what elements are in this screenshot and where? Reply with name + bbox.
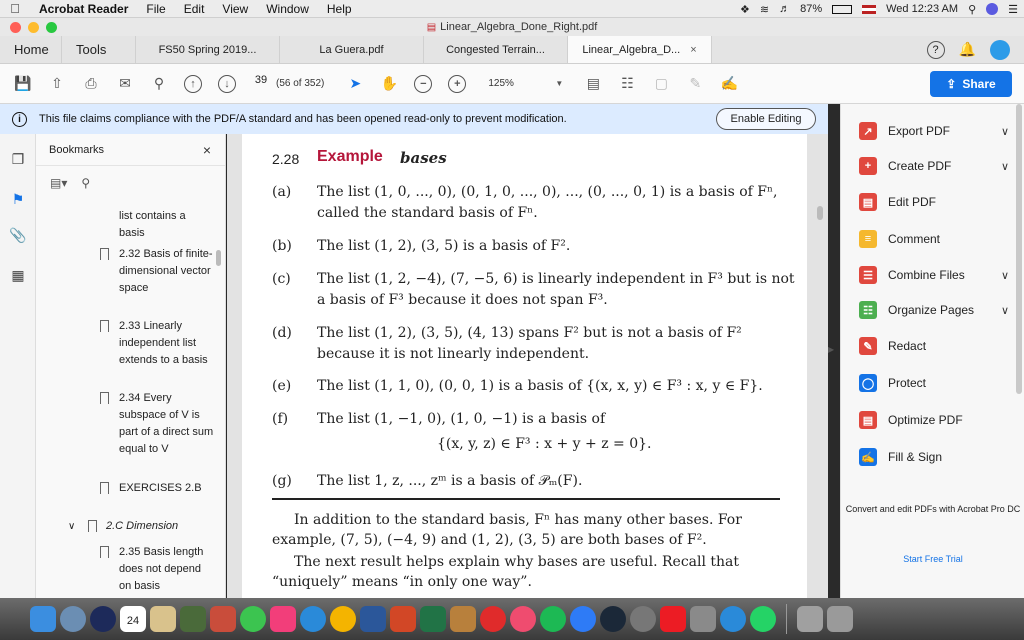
banner-message: This file claims compliance with the PDF/A standard and has been opened read-only to prevent modification. xyxy=(39,113,567,125)
fill-sign-icon: ✍ xyxy=(859,448,877,466)
page-thumbnails-icon[interactable]: ❐ xyxy=(11,150,25,167)
tool-label: Optimize PDF xyxy=(888,413,963,427)
tool-comment[interactable] xyxy=(859,228,1009,250)
word-icon[interactable] xyxy=(360,606,386,632)
tool-label: Combine Files xyxy=(888,268,965,282)
protect-icon: ◯ xyxy=(859,374,877,392)
highlight-tool-icon[interactable]: ✎ xyxy=(689,75,702,91)
bell-icon[interactable]: 🔔 xyxy=(958,41,976,57)
tool-optimize-pdf[interactable] xyxy=(859,409,1009,431)
attachment-icon[interactable]: 📎 xyxy=(9,226,27,243)
tool-label: Redact xyxy=(888,339,927,353)
redact-icon: ✎ xyxy=(859,337,877,355)
tool-export-pdf[interactable] xyxy=(859,120,1009,142)
zoom-in-icon[interactable]: + xyxy=(446,73,468,95)
dictionary-icon[interactable] xyxy=(690,606,716,632)
tools-pane xyxy=(840,104,1024,598)
tool-fill-sign[interactable] xyxy=(859,446,1009,468)
item-text: The list (1, 0, ..., 0), (0, 1, 0, ..., 0), ..., (0, ..., 0, 1) is a basis of Fⁿ, called the standard basis of Fⁿ. xyxy=(317,184,778,221)
status-area xyxy=(740,0,1018,18)
powerpoint-icon[interactable] xyxy=(390,606,416,632)
info-icon: i xyxy=(12,112,27,127)
tool-label: Comment xyxy=(888,232,941,246)
tab-doc-fs50[interactable]: FS50 Spring 2019... xyxy=(136,36,280,63)
launchpad-icon[interactable] xyxy=(60,606,86,632)
safari-icon[interactable] xyxy=(300,606,326,632)
document-viewer xyxy=(227,134,828,598)
tool-protect[interactable] xyxy=(859,372,1009,394)
menu-window[interactable]: Window xyxy=(266,1,309,16)
tool-organize-pages[interactable] xyxy=(859,299,1009,321)
chevron-down-icon[interactable]: ∨ xyxy=(1000,160,1009,173)
bookmarks-title: Bookmarks xyxy=(49,143,105,156)
bookmarks-scrollbar[interactable] xyxy=(216,250,221,266)
bookmark-flag-icon xyxy=(100,248,109,260)
chrome-icon[interactable] xyxy=(330,606,356,632)
close-bookmarks-icon[interactable]: × xyxy=(202,142,211,158)
menu-file[interactable]: File xyxy=(146,1,166,16)
export-pdf-icon: ↗ xyxy=(859,122,877,140)
organize-pages-icon: ☷ xyxy=(859,301,877,319)
next-page-icon[interactable]: ↓ xyxy=(216,73,238,95)
tab-doc-linear-algebra[interactable] xyxy=(568,36,712,63)
example-end-rule xyxy=(272,498,780,500)
tool-label: Organize Pages xyxy=(888,303,975,317)
share-button[interactable] xyxy=(930,71,1012,97)
no-entry-icon[interactable] xyxy=(480,606,506,632)
item-text: The list 1, z, ..., zᵐ is a basis of 𝒫ₘ(F). xyxy=(317,473,583,489)
skype-icon[interactable] xyxy=(270,606,296,632)
flag-icon[interactable] xyxy=(862,5,876,14)
downloads-stack-icon[interactable] xyxy=(797,606,823,632)
body-paragraph: The next result helps explain why bases are useful. Recall that “uniquely” means “in only one way”. xyxy=(272,554,740,590)
bookmark-label: EXERCISES 2.B xyxy=(119,482,202,494)
tool-create-pdf[interactable] xyxy=(859,155,1009,177)
find-icon[interactable]: ⚲ xyxy=(153,75,165,91)
create-pdf-icon: + xyxy=(859,157,877,175)
toolbar xyxy=(0,64,1024,104)
tool-label: Export PDF xyxy=(888,124,951,138)
expand-chevron-icon[interactable]: ∨ xyxy=(68,521,76,532)
zoom-dropdown-chevron-icon[interactable]: ▼ xyxy=(555,79,564,88)
menu-app-name[interactable]: Acrobat Reader xyxy=(39,1,129,16)
tab-doc-congested[interactable]: Congested Terrain... xyxy=(424,36,568,63)
zoom-level[interactable]: 125% xyxy=(488,78,514,89)
hand-tool-icon[interactable]: ✋ xyxy=(380,75,399,91)
dock xyxy=(0,598,1024,640)
dock-separator xyxy=(786,604,787,634)
enable-editing-button[interactable]: Enable Editing xyxy=(716,108,816,130)
finder-icon[interactable] xyxy=(30,606,56,632)
zoom-out-icon[interactable]: − xyxy=(412,73,434,95)
bookmark-label: list contains a basis xyxy=(119,210,186,239)
chevron-down-icon[interactable]: ∨ xyxy=(1000,304,1009,317)
tool-redact[interactable] xyxy=(859,335,1009,357)
preview-icon[interactable] xyxy=(150,606,176,632)
bookmark-label: 2.35 Basis length does not depend on basis xyxy=(119,546,204,592)
clock[interactable]: Wed 12:23 AM xyxy=(886,3,959,15)
item-label: (g) xyxy=(272,473,292,489)
example-subtitle: bases xyxy=(400,149,447,167)
app-store-icon[interactable] xyxy=(570,606,596,632)
bookmark-options-icon[interactable]: ▤▾ xyxy=(50,176,68,190)
pro-promo-text: Convert and edit PDFs with Acrobat Pro DC xyxy=(845,504,1021,514)
window-title-bar xyxy=(0,18,1024,36)
calendar-icon[interactable] xyxy=(120,606,146,632)
bookmarks-panel xyxy=(36,134,226,598)
item-text: The list (1, 2), (3, 5) is a basis of F². xyxy=(317,238,571,254)
apple-icon[interactable] xyxy=(0,1,30,16)
item-label: (d) xyxy=(272,325,292,341)
tab-bar-actions xyxy=(927,36,1024,63)
tab-home[interactable]: Home xyxy=(0,36,62,63)
email-icon[interactable]: ✉ xyxy=(119,75,131,91)
bookmark-flag-icon xyxy=(100,482,109,494)
tool-label: Edit PDF xyxy=(888,195,937,209)
navigation-rail xyxy=(0,134,36,598)
expand-tools-pane-icon[interactable]: ▶ xyxy=(828,345,835,354)
item-label: (f) xyxy=(272,411,289,427)
bookmarks-header xyxy=(36,134,225,166)
acrobat-icon[interactable] xyxy=(660,606,686,632)
siri-icon[interactable] xyxy=(986,3,998,15)
page-count: (56 of 352) xyxy=(276,78,325,89)
bookmark-flag-icon xyxy=(100,546,109,558)
whatsapp-icon[interactable] xyxy=(750,606,776,632)
window-title: Linear_Algebra_Done_Right.pdf xyxy=(440,21,598,33)
chevron-down-icon[interactable]: ∨ xyxy=(1000,269,1009,282)
bookmark-flag-icon xyxy=(100,320,109,332)
select-cursor-icon[interactable]: ➤ xyxy=(349,75,362,91)
messages-icon[interactable] xyxy=(240,606,266,632)
start-free-trial-link[interactable]: Start Free Trial xyxy=(903,554,963,564)
bookmark-label: 2.32 Basis of finite-dimensional vector space xyxy=(119,248,213,294)
volume-icon[interactable]: ♬ xyxy=(779,3,791,15)
chevron-down-icon[interactable]: ∨ xyxy=(1000,125,1009,138)
menu-edit[interactable]: Edit xyxy=(183,1,205,16)
menu-view[interactable]: View xyxy=(222,1,249,16)
comment-tool-icon[interactable]: ▢ xyxy=(654,75,668,91)
share-icon: ⇪ xyxy=(946,77,957,91)
tool-combine-files[interactable] xyxy=(859,264,1009,286)
steam-icon[interactable] xyxy=(600,606,626,632)
item-text: The list (1, 2, −4), (7, −5, 6) is linearly independent in F³ but is not a basis of F³ because it does not span F³. xyxy=(317,271,795,308)
item-text: The list (1, 1, 0), (0, 0, 1) is a basis of {(x, x, y) ∈ F³ : x, y ∈ F}. xyxy=(317,378,763,394)
menu-help[interactable]: Help xyxy=(326,1,352,16)
layers-icon[interactable]: ▦ xyxy=(11,266,25,283)
bookmark-flag-icon xyxy=(100,392,109,404)
maps-icon[interactable] xyxy=(720,606,746,632)
item-label: (b) xyxy=(272,238,292,254)
close-window-button[interactable] xyxy=(10,22,21,33)
ical-background-icon[interactable] xyxy=(90,606,116,632)
bookmarks-toolbar xyxy=(36,166,225,200)
pdfa-info-banner xyxy=(0,104,828,134)
battery-percent[interactable]: 87% xyxy=(800,3,823,15)
pdf-doc-icon: ▤ xyxy=(426,21,437,33)
help-icon[interactable]: ? xyxy=(927,41,945,59)
tool-label: Fill & Sign xyxy=(888,450,943,464)
tool-label: Protect xyxy=(888,376,927,390)
document-scrollbar[interactable] xyxy=(817,206,823,220)
example-number: 2.28 xyxy=(272,151,300,167)
account-icon[interactable] xyxy=(990,40,1010,60)
item-text: The list (1, 2), (3, 5), (4, 13) spans F² but is not a basis of F² because it is not linearly independent. xyxy=(317,325,742,362)
tab-doc-la-guera[interactable]: La Guera.pdf xyxy=(280,36,424,63)
itunes-icon[interactable] xyxy=(510,606,536,632)
share-label: Share xyxy=(962,77,996,91)
print-icon[interactable]: ⎙ xyxy=(85,75,97,91)
tool-label: Create PDF xyxy=(888,159,952,173)
tab-bar xyxy=(0,36,1024,64)
item-text: {(x, y, z) ∈ F³ : x + y + z = 0}. xyxy=(437,436,652,452)
item-label: (e) xyxy=(272,378,292,394)
zoom-window-button[interactable] xyxy=(46,22,57,33)
combine-files-icon: ☰ xyxy=(859,266,877,284)
notes-icon[interactable] xyxy=(450,606,476,632)
page-number-input[interactable]: 39 xyxy=(254,73,268,86)
wifi-icon[interactable]: ≋ xyxy=(759,3,770,16)
bookmark-flag-icon xyxy=(88,520,97,532)
edit-pdf-icon: ▤ xyxy=(859,193,877,211)
dropbox-icon[interactable]: ❖ xyxy=(739,3,750,16)
tab-label: Linear_Algebra_D... xyxy=(582,43,681,56)
body-paragraph: In addition to the standard basis, Fⁿ has many other bases. For example, (7, 5), (−4, 9) and (1, 2), (3, 5) are both bases of F². xyxy=(272,512,742,548)
notification-center-icon[interactable]: ☰ xyxy=(1008,3,1018,16)
pdf-page[interactable] xyxy=(242,134,807,598)
sign-tool-icon[interactable]: ✍ xyxy=(720,75,739,91)
tool-edit-pdf[interactable] xyxy=(859,191,1009,213)
system-preferences-icon[interactable] xyxy=(630,606,656,632)
spotlight-icon[interactable]: ⚲ xyxy=(968,3,977,16)
bookmark-label: 2.33 Linearly independent list extends to a basis xyxy=(119,320,208,366)
tab-tools[interactable]: Tools xyxy=(62,36,136,63)
spotify-icon[interactable] xyxy=(540,606,566,632)
bookmark-label: 2.C Dimension xyxy=(106,520,179,532)
prev-page-icon[interactable]: ↑ xyxy=(182,73,204,95)
page-display-icon[interactable]: ▤ xyxy=(586,75,600,91)
window-controls xyxy=(10,22,57,33)
photos-icon[interactable] xyxy=(180,606,206,632)
calendar-day: 24 xyxy=(126,615,140,627)
item-text: The list (1, −1, 0), (1, 0, −1) is a basis of xyxy=(317,411,606,427)
item-label: (a) xyxy=(272,184,292,200)
photo-booth-icon[interactable] xyxy=(210,606,236,632)
close-tab-icon[interactable]: × xyxy=(690,43,697,56)
find-bookmark-icon[interactable]: ⚲ xyxy=(81,176,91,190)
tools-pane-scrollbar[interactable] xyxy=(1016,104,1022,394)
bookmark-label: 2.34 Every subspace of V is part of a direct sum equal to V xyxy=(119,392,214,455)
bookmark-icon[interactable]: ⚑ xyxy=(11,190,25,207)
menu-bar xyxy=(0,0,1024,18)
example-title: Example xyxy=(317,148,383,165)
optimize-pdf-icon: ▤ xyxy=(859,411,877,429)
save-icon[interactable]: 💾 xyxy=(14,75,32,91)
battery-icon[interactable] xyxy=(832,5,852,14)
item-label: (c) xyxy=(272,271,291,287)
trash-icon[interactable] xyxy=(827,606,853,632)
upload-cloud-icon[interactable]: ⇧ xyxy=(51,75,63,91)
minimize-window-button[interactable] xyxy=(28,22,39,33)
excel-icon[interactable] xyxy=(420,606,446,632)
scroll-mode-icon[interactable]: ☷ xyxy=(621,75,634,91)
comment-icon: ≡ xyxy=(859,230,877,248)
